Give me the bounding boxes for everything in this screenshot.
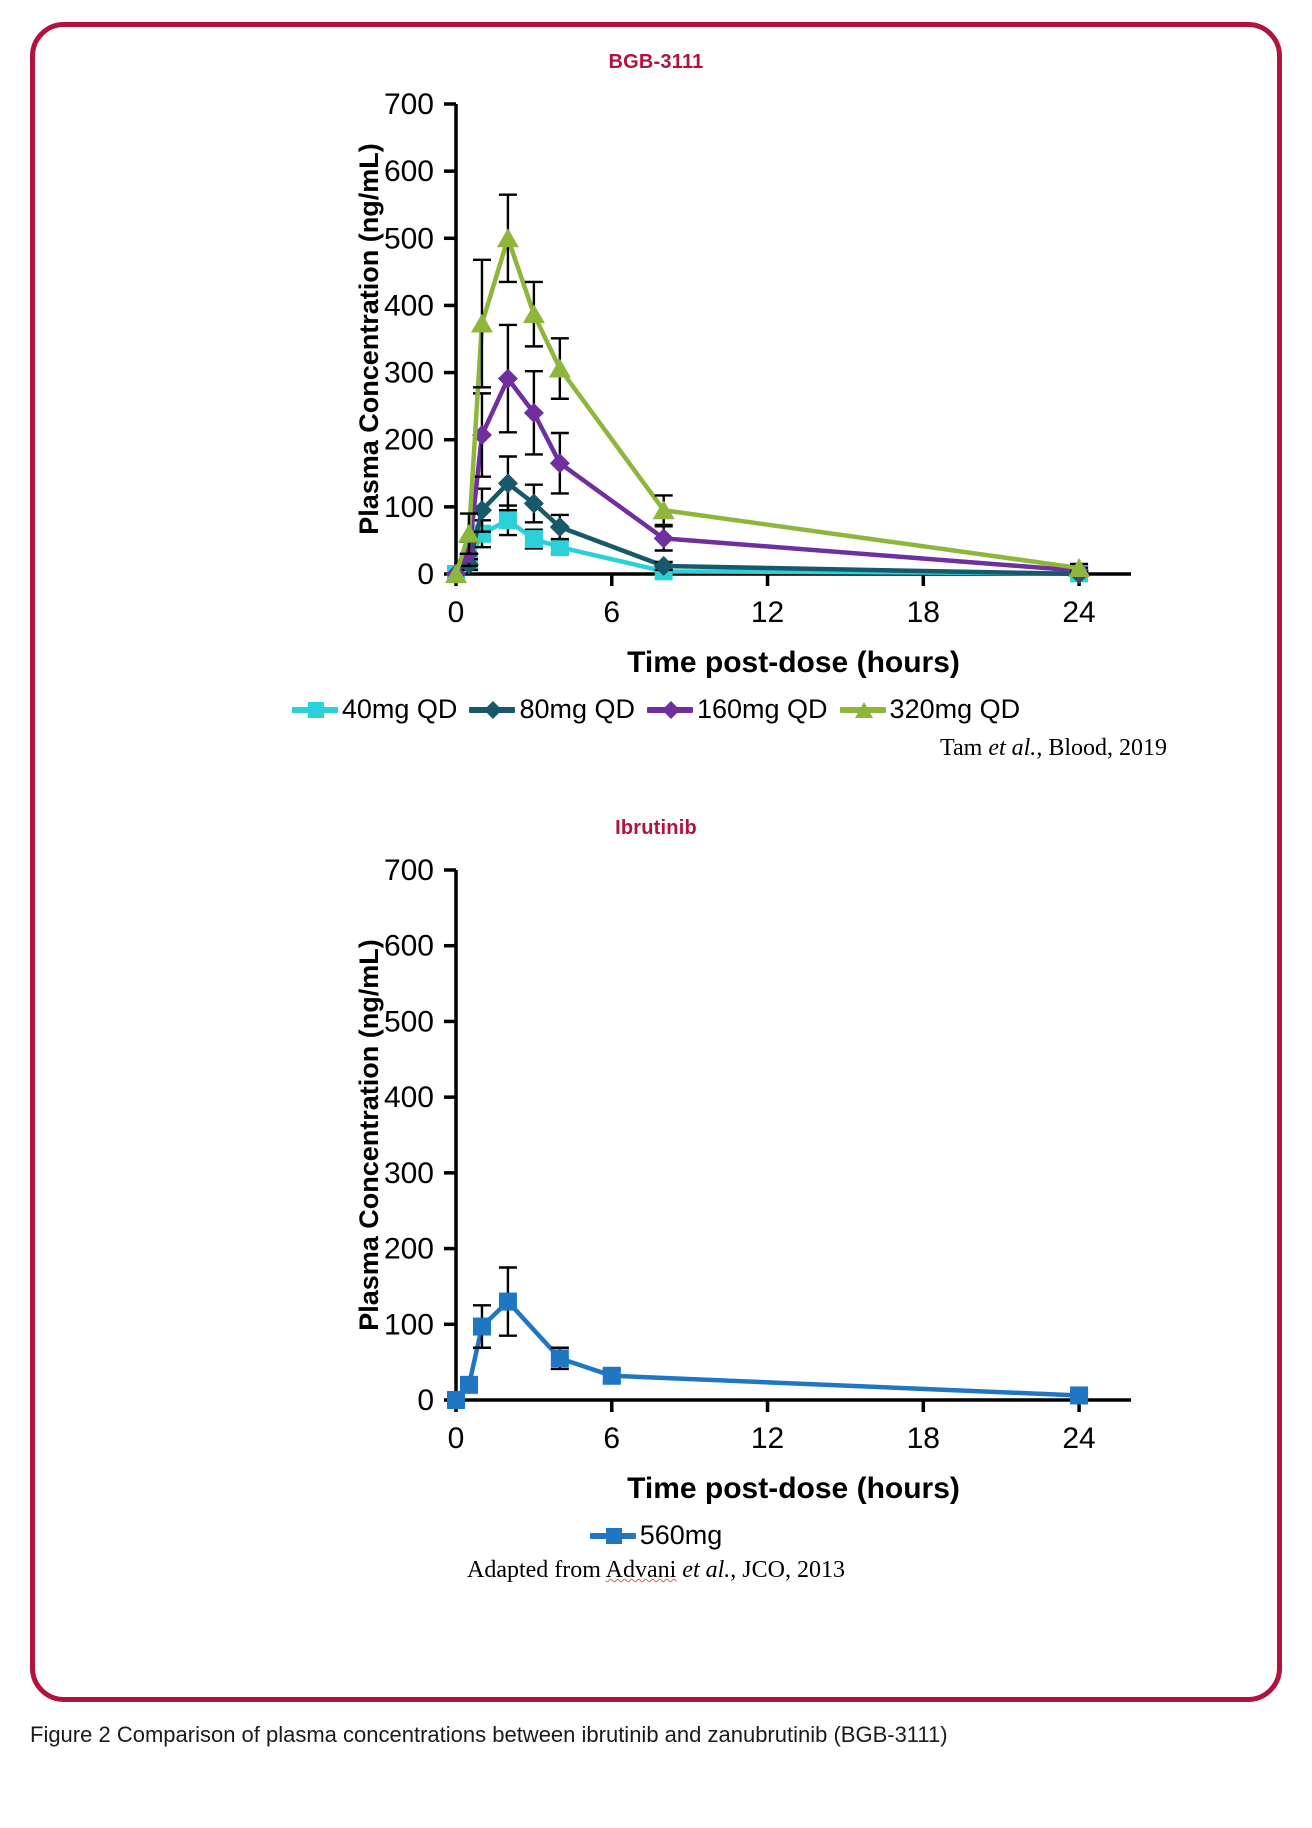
x-axis-title: Time post-dose (hours) (627, 1472, 960, 1505)
legend-item (469, 694, 635, 725)
data-point-marker (499, 1293, 517, 1311)
credit-top (35, 735, 1277, 762)
series-80mg-qd (456, 483, 1079, 574)
panel-title-bottom: Ibrutinib (615, 817, 697, 839)
x-tick-label: 6 (603, 596, 621, 629)
data-point-marker (497, 228, 519, 247)
data-point-marker (499, 511, 517, 529)
y-tick-label: 300 (383, 356, 434, 390)
credit-top-suffix: , Blood, 2019 (1036, 735, 1167, 761)
series-line (456, 238, 1079, 574)
legend-swatch (590, 1533, 636, 1539)
y-axis-title: Plasma Concentration (ng/mL) (354, 939, 384, 1331)
legend-marker-icon (307, 701, 325, 719)
panel-title-top: BGB-3111 (608, 51, 704, 73)
legend-item (840, 694, 1021, 725)
y-tick-label: 500 (383, 1005, 434, 1039)
x-tick-label: 24 (1062, 596, 1096, 629)
legend-item (647, 694, 828, 725)
y-tick-label: 600 (383, 929, 434, 963)
credit-top-prefix: Tam (940, 735, 989, 761)
legend-swatch (647, 707, 693, 713)
series-560mg (456, 1302, 1079, 1400)
credit-bottom (35, 1557, 1277, 1584)
x-tick-label: 0 (447, 1422, 465, 1455)
legend-label: 320mg QD (889, 694, 1021, 724)
legend-marker-icon (605, 1527, 623, 1545)
data-point-marker (525, 530, 543, 548)
data-point-marker (603, 1367, 621, 1385)
y-tick-label: 600 (383, 155, 434, 189)
panel-ibrutinib (35, 817, 1277, 1584)
y-tick-label: 0 (417, 1384, 434, 1417)
series-320mg-qd (456, 238, 1079, 574)
legend-marker-icon (484, 701, 502, 719)
legend-marker-icon (662, 701, 680, 719)
data-point-marker (523, 304, 545, 323)
y-tick-label: 0 (417, 558, 434, 591)
x-tick-label: 12 (750, 596, 785, 629)
y-tick-label: 200 (383, 1232, 434, 1266)
legend-label: 560mg (639, 1520, 723, 1550)
y-tick-label: 400 (383, 1081, 434, 1115)
data-point-marker (1070, 1386, 1088, 1404)
x-tick-label: 0 (447, 596, 465, 629)
figure-card (30, 22, 1282, 1702)
y-tick-label: 300 (383, 1156, 434, 1190)
legend-item (590, 1520, 723, 1551)
data-point-marker (549, 359, 571, 378)
figure-caption: Figure 2 Comparison of plasma concentrations between ibrutinib and zanubrutinib (BGB-3111) (30, 1722, 948, 1747)
y-tick-label: 400 (383, 289, 434, 323)
x-tick-label: 6 (603, 1422, 621, 1455)
data-point-marker (551, 1349, 569, 1367)
y-tick-label: 100 (383, 1308, 434, 1342)
data-point-marker (473, 1318, 491, 1336)
legend-swatch (292, 707, 338, 713)
legend-top (35, 694, 1277, 725)
credit-bottom-suffix: , JCO, 2013 (730, 1557, 845, 1583)
series-line (456, 483, 1079, 574)
credit-bottom-name: Advani (605, 1557, 677, 1583)
panel-bgb3111 (35, 51, 1277, 762)
legend-marker-icon (855, 701, 873, 719)
x-axis-title: Time post-dose (hours) (627, 646, 960, 679)
legend-swatch (469, 707, 515, 713)
x-tick-label: 24 (1062, 1422, 1096, 1455)
chart-bottom (126, 840, 1186, 1520)
chart-top-svg (126, 74, 1186, 694)
y-tick-label: 200 (383, 423, 434, 457)
x-tick-label: 18 (906, 596, 940, 629)
x-tick-label: 12 (750, 1422, 785, 1455)
series-line (456, 1302, 1079, 1400)
credit-top-italic: et al. (988, 735, 1037, 761)
data-point-marker (471, 314, 493, 333)
legend-label: 80mg QD (519, 694, 635, 724)
data-point-marker (551, 538, 569, 556)
data-point-marker (460, 1376, 478, 1394)
y-tick-label: 700 (383, 854, 434, 887)
legend-label: 160mg QD (696, 694, 828, 724)
chart-bottom-svg (126, 840, 1186, 1520)
credit-bottom-prefix: Adapted from (467, 1557, 606, 1583)
legend-label: 40mg QD (341, 694, 458, 724)
x-tick-label: 18 (906, 1422, 940, 1455)
legend-item (292, 694, 458, 725)
legend-swatch (840, 707, 886, 713)
credit-bottom-italic: et al. (676, 1557, 731, 1583)
legend-bottom (35, 1520, 1277, 1551)
y-tick-label: 700 (383, 88, 434, 121)
y-tick-label: 500 (383, 222, 434, 256)
y-tick-label: 100 (383, 490, 434, 524)
chart-top (126, 74, 1186, 694)
y-axis-title: Plasma Concentration (ng/mL) (354, 143, 384, 535)
